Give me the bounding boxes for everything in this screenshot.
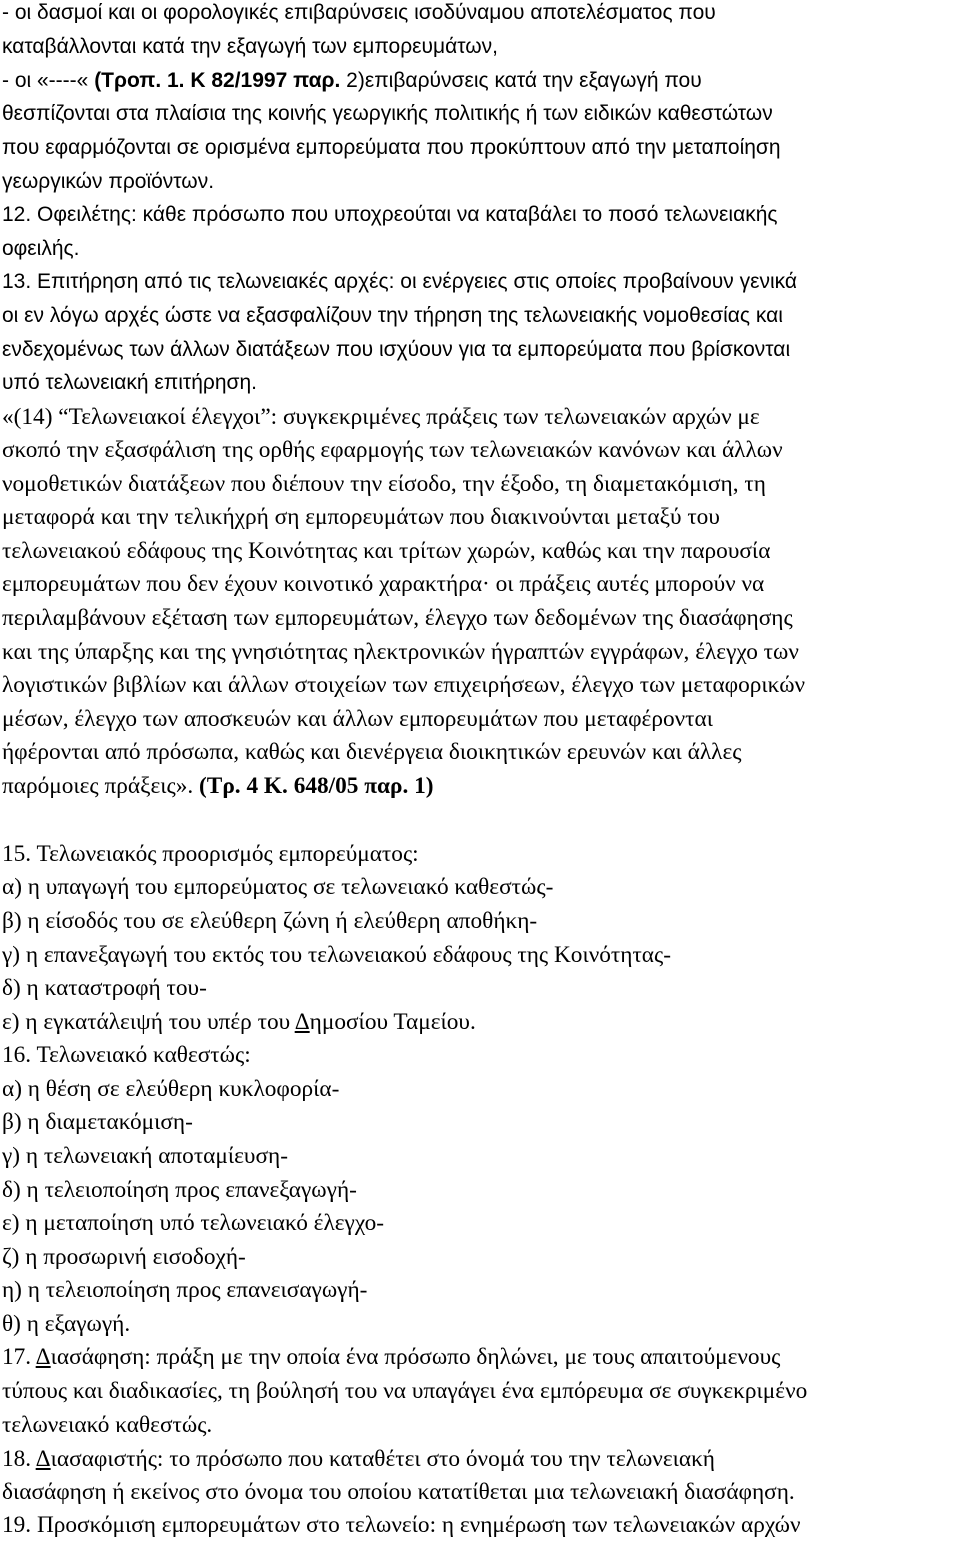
text-run: περιλαμβάνουν εξέταση των εμπορευμάτων, έλεγχο των δεδομένων της διασάφησης — [2, 605, 793, 631]
text-run: 12. Οφειλέτης: κάθε πρόσωπο που υποχρεούται να καταβάλει το ποσό τελωνειακής — [2, 203, 778, 226]
text-run: (Τροπ. 1. Κ 82/1997 παρ. — [94, 69, 347, 92]
text-run: γ) η επανεξαγωγή του εκτός του τελωνειακού εδάφους της Κοινότητας- — [2, 942, 671, 968]
text-run: νομοθετικών διατάξεων που διέπουν την είσοδο, την έξοδο, τη διαμετακόμιση, τη — [2, 471, 766, 497]
text-line — [2, 333, 790, 367]
text-run: 13. Επιτήρηση από τις τελωνειακές αρχές: οι ενέργειες στις οποίες προβαίνουν γενικά — [2, 270, 798, 293]
text-line — [2, 1307, 130, 1341]
text-run: διασάφηση ή εκείνος στο όνομα του οποίου κατατίθεται μια τελωνειακή διασάφηση. — [2, 1479, 795, 1505]
text-line — [2, 904, 537, 938]
text-line — [2, 1273, 367, 1307]
text-run: θ) η εξαγωγή. — [2, 1311, 131, 1337]
text-run: Δ — [294, 1009, 310, 1035]
text-run: ε) η εγκατάλειψή του υπέρ του — [2, 1009, 295, 1035]
text-run: α) η θέση σε ελεύθερη κυκλοφορία- — [2, 1076, 340, 1102]
text-run: 17. — [2, 1344, 36, 1370]
text-line — [2, 500, 720, 534]
text-run: ήφέρονται από πρόσωπα, καθώς και διενέργεια διοικητικών ερευνών και άλλες — [2, 739, 742, 765]
text-run: μεταφορά και την τελικήχρή ση εμπορευμάτων που διακινούνται μεταξύ του — [2, 504, 720, 530]
text-run: Δ — [35, 1344, 51, 1370]
text-run: θεσπίζονται στα πλαίσια της κοινής γεωργικής πολιτικής ή των ειδικών καθεστώτων — [2, 102, 773, 125]
text-run: τύπους και διαδικασίες, τη βούλησή του να υπαγάγει ένα εμπόρευμα σε συγκεκριμένο — [2, 1378, 808, 1404]
text-run: (Τρ. 4 Κ. 648/05 παρ. 1) — [199, 773, 434, 799]
text-run: Δ — [35, 1446, 51, 1472]
text-run: β) η είσοδός του σε ελεύθερη ζώνη ή ελεύθερη αποθήκη- — [2, 908, 538, 934]
text-run: ζ) η προσωρινή εισοδοχή- — [2, 1244, 246, 1270]
text-line — [2, 1105, 193, 1139]
text-line — [2, 265, 797, 299]
text-line — [2, 64, 702, 98]
text-line — [2, 400, 760, 434]
text-line — [2, 1374, 807, 1408]
text-line — [2, 165, 214, 199]
text-run: σκοπό την εξασφάλιση της ορθής εφαρμογής των τελωνειακών κανόνων και άλλων — [2, 437, 783, 463]
text-line — [2, 198, 778, 232]
text-run: 2)επιβαρύνσεις κατά την εξαγωγή που — [346, 69, 702, 92]
text-run: β) η διαμετακόμιση- — [2, 1109, 193, 1135]
text-run: μέσων, έλεγχο των αποσκευών και άλλων εμπορευμάτων που μεταφέρονται — [2, 706, 713, 732]
text-run: ημοσίου Ταμείου. — [309, 1009, 476, 1035]
text-line — [2, 1240, 246, 1274]
text-run: οφειλής. — [2, 237, 80, 260]
text-run: ιασάφηση: πράξη με την οποία ένα πρόσωπο δηλώνει, με τους απαιτούμενους — [50, 1344, 781, 1370]
text-line — [2, 1508, 801, 1542]
text-run: που εφαρμόζονται σε ορισμένα εμπορεύματα που προκύπτουν από την μεταποίηση — [2, 136, 781, 159]
text-run: καταβάλλονται κατά την εξαγωγή των εμπορευμάτων, — [2, 35, 498, 58]
text-line — [2, 1139, 288, 1173]
text-line — [2, 366, 257, 400]
text-line — [2, 769, 434, 803]
text-line — [2, 1442, 715, 1476]
text-run: 16. Τελωνειακό καθεστώς: — [2, 1042, 251, 1068]
text-line — [2, 0, 716, 30]
text-line — [2, 870, 553, 904]
text-line — [2, 702, 713, 736]
text-run: ε) η μεταποίηση υπό τελωνειακό έλεγχο- — [2, 1210, 385, 1236]
text-line — [2, 97, 773, 131]
text-line — [2, 1005, 476, 1039]
text-line — [2, 635, 799, 669]
text-line — [2, 534, 770, 568]
text-run: τελωνειακό καθεστώς. — [2, 1412, 213, 1438]
text-run: λογιστικών βιβλίων και άλλων στοιχείων των επιχειρήσεων, έλεγχο των μεταφορικών — [2, 672, 806, 698]
text-line — [2, 971, 207, 1005]
text-line — [2, 735, 741, 769]
text-run: - οι δασμοί και οι φορολογικές επιβαρύνσεις ισοδύναμου αποτελέσματος που — [2, 1, 716, 24]
text-run: και της ύπαρξης και της γνησιότητας ηλεκτρονικών ήγραπτών εγγράφων, έλεγχο των — [2, 639, 799, 665]
text-line — [2, 938, 671, 972]
text-run: η) η τελειοποίηση προς επανεισαγωγή- — [2, 1277, 368, 1303]
text-line — [2, 30, 498, 64]
text-line — [2, 299, 783, 333]
text-run: παρόμοιες πράξεις». — [2, 773, 200, 799]
text-line — [2, 1340, 780, 1374]
text-line — [2, 1072, 339, 1106]
text-line — [2, 837, 419, 871]
text-line — [2, 433, 783, 467]
text-run: 18. — [2, 1446, 36, 1472]
text-run: δ) η τελειοποίηση προς επανεξαγωγή- — [2, 1177, 357, 1203]
text-run: γεωργικών προϊόντων. — [2, 170, 215, 193]
text-line — [2, 1408, 212, 1442]
text-line — [2, 131, 781, 165]
text-run: «(14) “Τελωνειακοί έλεγχοι”: συγκεκριμένες πράξεις των τελωνειακών αρχών με — [2, 404, 760, 430]
text-run: δ) η καταστροφή του- — [2, 975, 207, 1001]
text-run: οι εν λόγω αρχές ώστε να εξασφαλίζουν την τήρηση της τελωνειακής νομοθεσίας και — [2, 304, 783, 327]
text-run: ιασαφιστής: το πρόσωπο που καταθέτει στο όνομά του την τελωνειακή — [50, 1446, 715, 1472]
text-run: υπό τελωνειακή επιτήρηση. — [2, 371, 257, 394]
text-run: α) η υπαγωγή του εμπορεύματος σε τελωνειακό καθεστώς- — [2, 874, 554, 900]
text-line — [2, 232, 79, 266]
text-run: γ) η τελωνειακή αποταμίευση- — [2, 1143, 288, 1169]
text-run: - οι «----« — [2, 69, 95, 92]
text-line — [2, 1038, 251, 1072]
text-run: 19. Προσκόμιση εμπορευμάτων στο τελωνείο: η ενημέρωση των τελωνειακών αρχών — [2, 1512, 801, 1538]
text-run: 15. Τελωνειακός προορισμός εμπορεύματος: — [2, 841, 419, 867]
text-run: εμπορευμάτων που δεν έχουν κοινοτικό χαρακτήρα· οι πράξεις αυτές μπορούν να — [2, 571, 765, 597]
text-run: ενδεχομένως των άλλων διατάξεων που ισχύουν για τα εμπορεύματα που βρίσκονται — [2, 338, 791, 361]
text-line — [2, 467, 766, 501]
text-line — [2, 1206, 384, 1240]
text-line — [2, 1475, 795, 1509]
text-line — [2, 668, 805, 702]
text-run: τελωνειακού εδάφους της Κοινότητας και τρίτων χωρών, καθώς και την παρουσία — [2, 538, 771, 564]
text-line — [2, 567, 764, 601]
text-line — [2, 1173, 357, 1207]
text-line — [2, 601, 793, 635]
